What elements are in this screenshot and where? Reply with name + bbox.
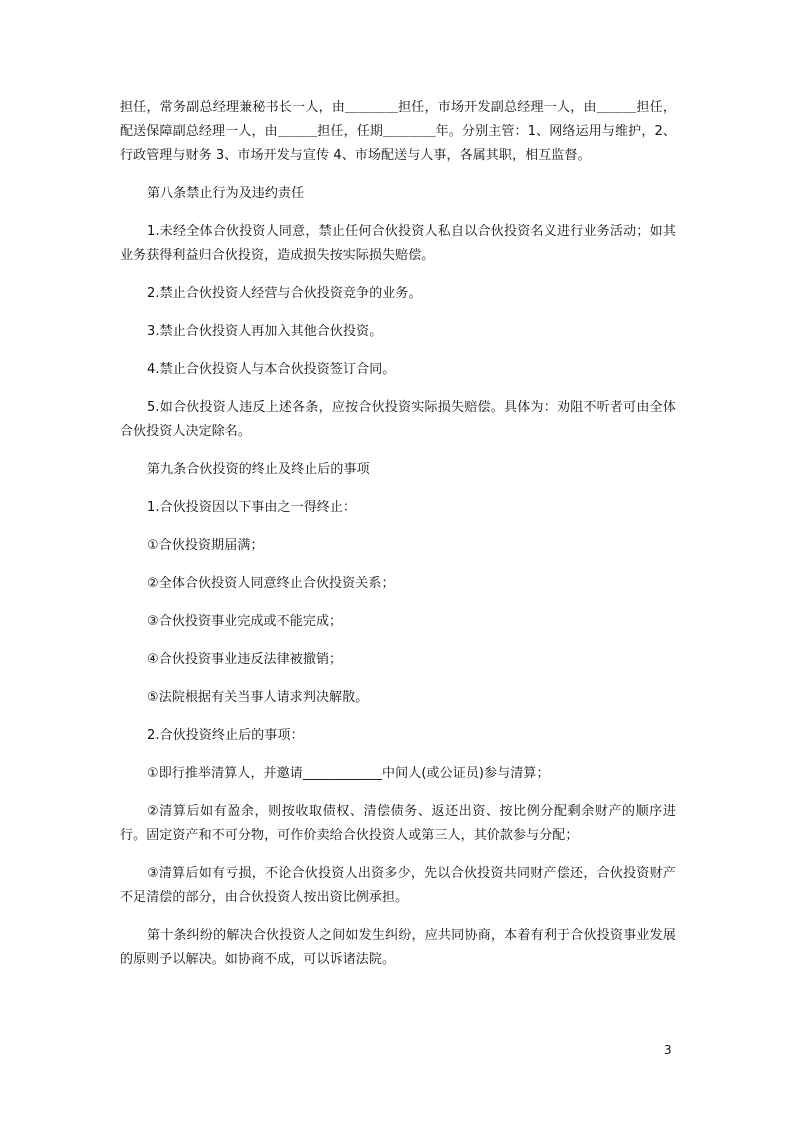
clause-8-1: 1.未经全体合伙投资人同意，禁止任何合伙投资人私自以合伙投资名义进行业务活动；如其业务获得利益归合伙投资，造成损失按实际损失赔偿。 xyxy=(120,224,676,263)
list-item-9-1-e: ⑤法院根据有关当事人请求判决解散。 xyxy=(147,690,369,705)
clause-8-5: 5.如合伙投资人违反上述各条，应按合伙投资实际损失赔偿。具体为：劝阻不听者可由全体合伙投资人决定除名。 xyxy=(120,400,676,439)
page-number: 3 xyxy=(664,1043,672,1057)
clause-8-2: 2.禁止合伙投资人经营与合伙投资竞争的业务。 xyxy=(147,286,422,301)
list-item-9-1-b: ②全体合伙投资人同意终止合伙投资关系； xyxy=(147,576,395,591)
document-body xyxy=(120,96,676,972)
clause-8-3: 3.禁止合伙投资人再加入其他合伙投资。 xyxy=(147,324,383,339)
list-item-9-2-c: ③清算后如有亏损，不论合伙投资人出资多少，先以合伙投资共同财产偿还，合伙投资财产不足清偿的部分，由合伙投资人按出资比例承担。 xyxy=(120,866,676,905)
clause-9-2: 2.合伙投资终止后的事项： xyxy=(147,728,304,743)
list-item-9-1-c: ③合伙投资事业完成或不能完成； xyxy=(147,614,343,629)
list-item-9-2-b: ②清算后如有盈余，则按收取债权、清偿债务、返还出资、按比例分配剩余财产的顺序进行。固定资产和不可分物，可作价卖给合伙投资人或第三人，其价款参与分配； xyxy=(120,804,676,843)
clause-8-4: 4.禁止合伙投资人与本合伙投资签订合同。 xyxy=(147,362,396,377)
section-heading-article-8: 第八条禁止行为及违约责任 xyxy=(147,186,305,201)
list-item-9-1-a: ①合伙投资期届满； xyxy=(147,538,264,553)
list-item-9-1-d: ④合伙投资事业违反法律被撤销； xyxy=(147,652,343,667)
section-article-10: 第十条纠纷的解决合伙投资人之间如发生纠纷，应共同协商，本着有利于合伙投资事业发展的原则予以解决。如协商不成，可以诉诸法院。 xyxy=(120,928,676,967)
clause-9-1: 1.合伙投资因以下事由之一得终止： xyxy=(147,500,357,515)
list-item-9-2-a: ①即行推举清算人，并邀请____________中间人(或公证员)参与清算； xyxy=(147,766,550,781)
section-heading-article-9: 第九条合伙投资的终止及终止后的事项 xyxy=(147,462,370,477)
paragraph-continuation-management: 担任，常务副总经理兼秘书长一人，由＿＿＿＿担任，市场开发副总经理一人，由＿＿＿担任，配送保障副总经理一人，由＿＿＿担任，任期＿＿＿＿年。分别主管：1、网络运用与维护，2、行政管理与财务 3、市场开发与宣传 4、市场配送与人事，各属其职，相互监督。 xyxy=(120,100,676,163)
